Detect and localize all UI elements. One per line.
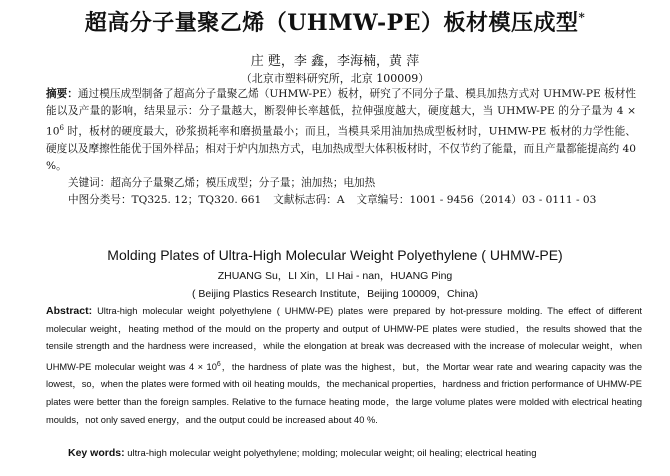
chinese-abstract-text-b: 时，板材的硬度最大，砂浆损耗率和磨损量最小；而且，当模具采用油加热成型板材时，UHMW-PE 板材的力学性能、硬度以及摩擦性能优于国外样品；相对于炉内加热方式，电加热成型大体积板材时，不仅节约了能量，而且产量都能提高约 40 %。 — [46, 125, 636, 172]
english-abstract-label: Abstract: — [46, 305, 93, 317]
english-authors: ZHUANG Su，LI Xin，LI Hai - nan，HUANG Ping — [217, 270, 453, 282]
classification-line — [68, 192, 648, 207]
english-abstract-text-b: ，the hardness of plate was the highest，but，the Mortar wear rate and wearing capacity was the lowest，so，when the plates were formed with oil heating moulds，the mechanical properties，hardness and friction performance of UHMW-PE plates were better than the foreign samples. Relative to the furnace heating mode，the large volume plates were molded with electrical heating moulds，not only saved energy，and the output could be increased about 40 %. — [46, 361, 642, 425]
english-title: Molding Plates of Ultra-High Molecular Weight Polyethylene ( UHMW-PE) — [107, 247, 563, 263]
english-keywords — [68, 447, 648, 459]
chinese-keywords — [68, 175, 648, 190]
english-abstract — [46, 303, 642, 429]
chinese-authors: 庄 甦，李 鑫，李海楠，黄 萍 — [250, 54, 420, 69]
english-affiliation: ( Beijing Plastics Research Institute，Beijing 100009，China) — [192, 288, 478, 300]
chinese-abstract-exponent: 6 — [59, 124, 64, 132]
english-keywords-label: Key words: — [68, 447, 125, 459]
chinese-title-text: 超高分子量聚乙烯（UHMW-PE）板材模压成型 — [84, 10, 579, 36]
english-abstract-exponent: 6 — [216, 360, 221, 368]
chinese-title — [0, 6, 670, 37]
chinese-keywords-label: 关键词： — [68, 177, 111, 189]
english-abstract-text-a: Ultra-high molecular weight polyethylene ( UHMW-PE) plates were prepared by hot-pressure molding. The effect of different molecular weight，heating method of the mould on the property and output of UHMW-PE plates were studied，the results showed that the tensile strength and the hardness were increased，while the elongation at break was decreased with the increase of molecular weight，when UHMW-PE molecular weight was 4 × 10 — [46, 306, 642, 372]
document-code: 文献标志码：A — [273, 194, 345, 206]
english-keywords-text: ultra-high molecular weight polyethylene; molding; molecular weight; oil healing; electrical heating — [124, 448, 537, 459]
classification-number: 中图分类号：TQ325. 12；TQ320. 661 — [68, 194, 262, 206]
chinese-keywords-text: 超高分子量聚乙烯；模压成型；分子量；油加热；电加热 — [110, 177, 376, 189]
title-footnote-mark: * — [578, 10, 586, 25]
chinese-abstract-text-a: 通过模压成型制备了超高分子量聚乙烯（UHMW-PE）板材，研究了不同分子量、模具加热方式对 UHMW-PE 板材性能以及产量的影响，结果显示：分子量越大，断裂伸长率越低，拉伸强度越大，硬度越大，当 UHMW-PE 的分子量为 4 × 10 — [46, 88, 636, 138]
chinese-abstract — [46, 86, 636, 175]
chinese-abstract-label: 摘要： — [46, 88, 78, 100]
chinese-affiliation: （北京市塑料研究所，北京 100009） — [240, 72, 430, 85]
article-number: 文章编号：1001 - 9456（2014）03 - 0111 - 03 — [356, 194, 597, 206]
